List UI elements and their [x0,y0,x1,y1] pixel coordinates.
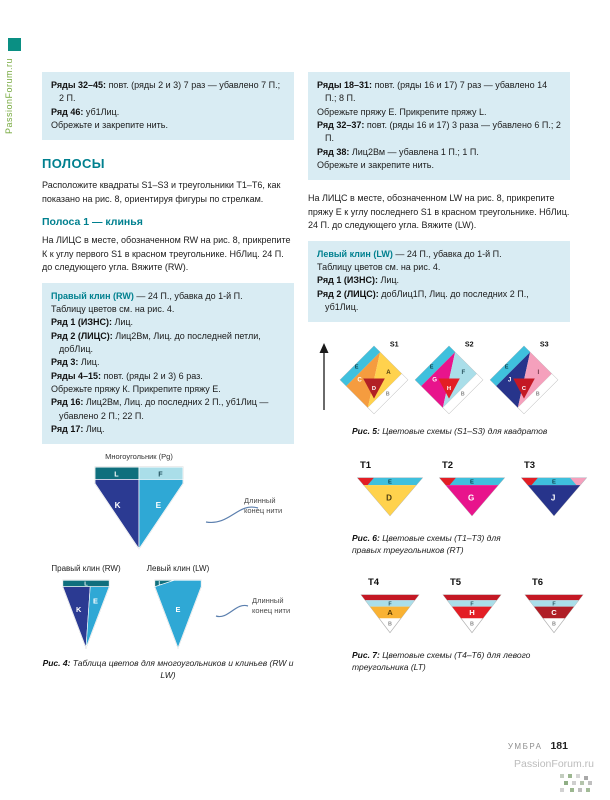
instruction-line [317,288,561,315]
square-center-letter: C [521,386,527,393]
square-left-letter: C [357,376,362,384]
instruction-line [51,370,285,383]
rw-letter-E: E [93,596,98,606]
square-color-scheme [338,338,410,416]
yarn-tail-label-2: Длинный конец нити [252,596,291,615]
triangle-name: T5 [450,576,462,588]
row-text: повт. (ряды 2 и 3) 7 раз — убавлено 7 П.; 2 П. [59,80,281,104]
row-label: Ряд 1 (ИЗНС): [317,275,378,286]
instruction-line [317,159,561,172]
triangle-band-letter: F [470,601,474,608]
letter-K: K [114,501,121,511]
subsection-heading: Полоса 1 — клинья [42,216,143,229]
caption-text: Таблица цветов для многоугольников и клиньев (RW и LW) [70,658,294,681]
lw-letter-L: L [158,581,162,588]
caption-number: Рис. 6: [352,533,380,544]
caption-number: Рис. 7: [352,649,380,660]
row-text: повт. (ряды 2 и 3) 6 раз. [101,370,203,381]
caption-text: Цветовые схемы (Т1–Т3) для правых треугольников (RT) [352,533,501,556]
triangle-main-letter: G [467,493,475,503]
caption-text: Цветовые схемы (S1–S3) для квадратов [379,426,548,437]
row-text: Лиц2Вм — убавлена 1 П.; 1 П. [349,146,479,157]
instruction-line [317,106,561,119]
row-label: Ряд 46: [51,106,84,117]
section-intro-paragraph: Расположите квадраты S1–S3 и треугольники Т1–Т6, как показано на рис. 8, ориентируя фигуры по стрелкам. [42,180,281,204]
row-text: Лиц. [83,423,105,434]
square-band-letter: E [504,364,509,371]
lt-triangle-diagrams [354,577,590,640]
rw-wedge-diagram [54,574,118,654]
square-bottom-letter: B [385,391,390,398]
row-text: повт. (ряды 16 и 17) 7 раз — убавлено 14 П.; 8 П. [325,80,548,104]
figure-6-caption [352,533,532,557]
square-bottom-letter: B [460,391,465,398]
triangle-name: T6 [532,576,544,588]
box-title-line [317,248,561,261]
square-right-letter: I [537,369,540,377]
triangle-band-letter: E [470,479,474,486]
triangle-main-letter: C [551,608,557,618]
square-right-letter: F [461,369,466,377]
row-label: Ряды 18–31: [317,80,373,90]
box-title-line [51,290,285,303]
instruction-line [51,383,285,396]
row-label: Ряд 16: [51,397,84,408]
up-arrow-icon [318,342,330,412]
lw-wedge-label: Левый клин (LW) [146,564,210,574]
row-label: Ряды 4–15: [51,370,102,381]
row-label: Ряд 3: [51,357,79,368]
figure-7-caption [352,650,532,674]
row-text: Лиц. [377,275,400,286]
lt-triangle-color-scheme [436,589,508,635]
instruction-line [51,423,285,436]
triangle-bottom-letter: B [388,621,392,628]
rw-region-K [63,587,90,648]
section-heading: ПОЛОСЫ [42,156,105,172]
triangle-main-letter: J [550,493,556,503]
triangle-top-band [525,595,583,600]
caption-number: Рис. 5: [352,426,380,437]
square-name: S3 [539,340,549,350]
yarn-tail-leader-line-2 [214,602,250,622]
square-color-scheme [488,338,560,416]
corner-logo-square [8,38,21,51]
instruction-line [317,274,561,287]
instruction-lines [317,79,561,172]
lw-region-E [155,581,201,648]
instruction-lines [51,303,285,436]
instruction-box-rows-32-45 [42,72,294,140]
lt-triangle-block [354,577,426,640]
polygon-label: Многоугольник (Pg) [105,452,173,462]
lt-triangle-block [436,577,508,640]
pixel-pattern [558,772,594,794]
wedge-title-rest: — 24 П., убавка до 1-й П. [392,248,502,259]
yarn-tail-label: Длинный конец нити [244,496,283,515]
bottom-watermark: PassionForum.ru [514,758,594,770]
square-left-letter: G [432,376,437,384]
square-color-scheme [413,338,485,416]
row-label: Ряд 2 (ЛИЦС): [317,288,379,299]
triangle-main-letter: D [386,493,393,503]
triangle-top-band [361,595,419,600]
row-label: Ряд 38: [317,146,350,157]
side-watermark: PassionForum.ru [4,58,14,135]
square-right-letter: A [386,369,391,377]
lt-triangle-color-scheme [354,589,426,635]
rw-intro-paragraph: На ЛИЦС в месте, обозначенном RW на рис. 8, прикрепите К к углу первого S1 в красном треугольнике. НбЛиц. 24 П. до следующего угла. Вяжите (RW). [42,235,291,273]
figure-5-caption [352,426,570,438]
row-label: Ряд 17: [51,423,84,434]
row-text: Обрежьте пряжу К. Прикрепите пряжу Е. [51,383,221,394]
triangle-name: T1 [360,460,372,472]
instruction-line [317,261,561,274]
square-center-letter: H [446,386,452,393]
page-footer [508,740,568,752]
instruction-line [51,303,285,316]
instruction-line [51,356,285,369]
rt-triangle-color-scheme [354,472,426,518]
rt-triangle-diagrams [354,460,590,523]
triangle-name: T2 [442,460,454,472]
square-name: S2 [464,340,474,350]
row-label: Ряд 1 (ИЗНС): [51,317,112,328]
lw-wedge-diagram [146,574,210,654]
row-text: Обрежьте и закрепите нить. [51,119,168,130]
page-number: 181 [550,740,568,752]
row-label: Ряды 32–45: [51,80,107,90]
instruction-box-left-wedge [308,241,570,323]
triangle-band-letter: F [552,601,556,608]
row-text: добЛиц1П, Лиц. до последних 2 П., уб1Лиц. [325,288,529,312]
figure-6 [308,460,570,557]
square-band-letter: E [429,364,434,371]
figure-4-caption [42,658,294,682]
row-text: повт. (ряды 16 и 17) 3 раза — убавлено 6 П.; 2 П. [325,119,561,144]
region-E [139,480,183,550]
row-text: Обрежьте и закрепите нить. [317,159,434,170]
triangle-main-letter: H [469,608,475,618]
instruction-line [317,79,561,106]
triangle-bottom-letter: B [470,621,474,628]
instruction-line [51,79,285,106]
wedge-name: Левый клин (LW) [317,248,393,259]
square-center-letter: D [371,386,377,393]
row-text: Лиц. [78,357,100,368]
rt-triangle-block [436,460,508,523]
caption-number: Рис. 4: [42,658,71,669]
lt-triangle-color-scheme [518,589,590,635]
left-column [42,72,294,684]
instruction-line [51,396,285,423]
caption-text: Цветовые схемы (Т4–Т6) для левого треугольника (LT) [352,649,531,672]
triangle-band-letter: E [388,479,392,486]
triangle-top-band [443,595,501,600]
rt-triangle-block [518,460,590,523]
instruction-line [317,146,561,159]
row-text: уб1Лиц. [83,106,120,117]
triangle-bottom-letter: B [552,621,556,628]
square-bottom-letter: B [535,391,540,398]
row-text: Таблицу цветов см. на рис. 4. [51,304,175,315]
instruction-line [51,119,285,132]
triangle-name: T3 [524,460,536,472]
rw-letter-L: L [84,581,88,588]
wedge-title-rest: — 24 П., убавка до 1-й П. [133,290,243,301]
instruction-line [51,106,285,119]
instruction-box-right-wedge [42,283,294,444]
right-column [308,72,570,674]
letter-L: L [114,470,119,479]
footer-section-label: УМБРА [507,742,543,751]
polygon-color-diagram [76,463,202,555]
row-text: Таблицу цветов см. на рис. 4. [317,262,441,272]
figure-5 [308,338,570,438]
letter-E: E [155,501,162,511]
row-text: Лиц2Вм, Лиц. до последней петли, добЛиц. [59,330,261,354]
triangle-main-letter: A [387,608,393,618]
triangle-band-letter: E [552,479,556,486]
instruction-lines [317,261,561,314]
square-diagrams [338,338,560,416]
letter-F: F [158,470,163,479]
instruction-box-rows-18-31 [308,72,570,180]
lt-triangle-block [518,577,590,640]
instruction-line [51,316,285,329]
row-label: Ряд 2 (ЛИЦС): [51,330,113,341]
rt-triangle-block [354,460,426,523]
lw-letter-E: E [175,605,181,615]
instruction-lines [51,79,285,132]
instruction-line [317,119,561,146]
row-label: Ряд 32–37: [317,119,365,130]
square-left-letter: J [507,376,512,384]
triangle-name: T4 [368,576,380,588]
rw-letter-K: K [75,605,82,615]
triangle-band-letter: F [388,601,392,608]
row-text: Лиц. [111,317,134,328]
rw-wedge-label: Правый клин (RW) [51,564,121,574]
instruction-line [51,330,285,357]
wedge-name: Правый клин (RW) [51,290,134,301]
row-text: Лиц2Вм, Лиц. до последних 2 П., уб1Лиц — убавлено 2 П.; 22 П. [59,397,269,421]
row-text: Обрежьте пряжу Е. Прикрепите пряжу L. [317,106,487,117]
rt-triangle-color-scheme [436,472,508,518]
square-band-letter: E [354,364,359,371]
figure-4 [42,452,294,684]
rt-triangle-color-scheme [518,472,590,518]
region-K [95,480,139,550]
figure-7 [308,577,570,674]
square-name: S1 [389,340,399,350]
lw-intro-paragraph: На ЛИЦС в месте, обозначенном LW на рис. 8, прикрепите пряжу Е к углу последнего S1 в красном треугольнике. НбЛиц. 24 П. до следующего угла. Вяжите (LW). [308,193,570,231]
